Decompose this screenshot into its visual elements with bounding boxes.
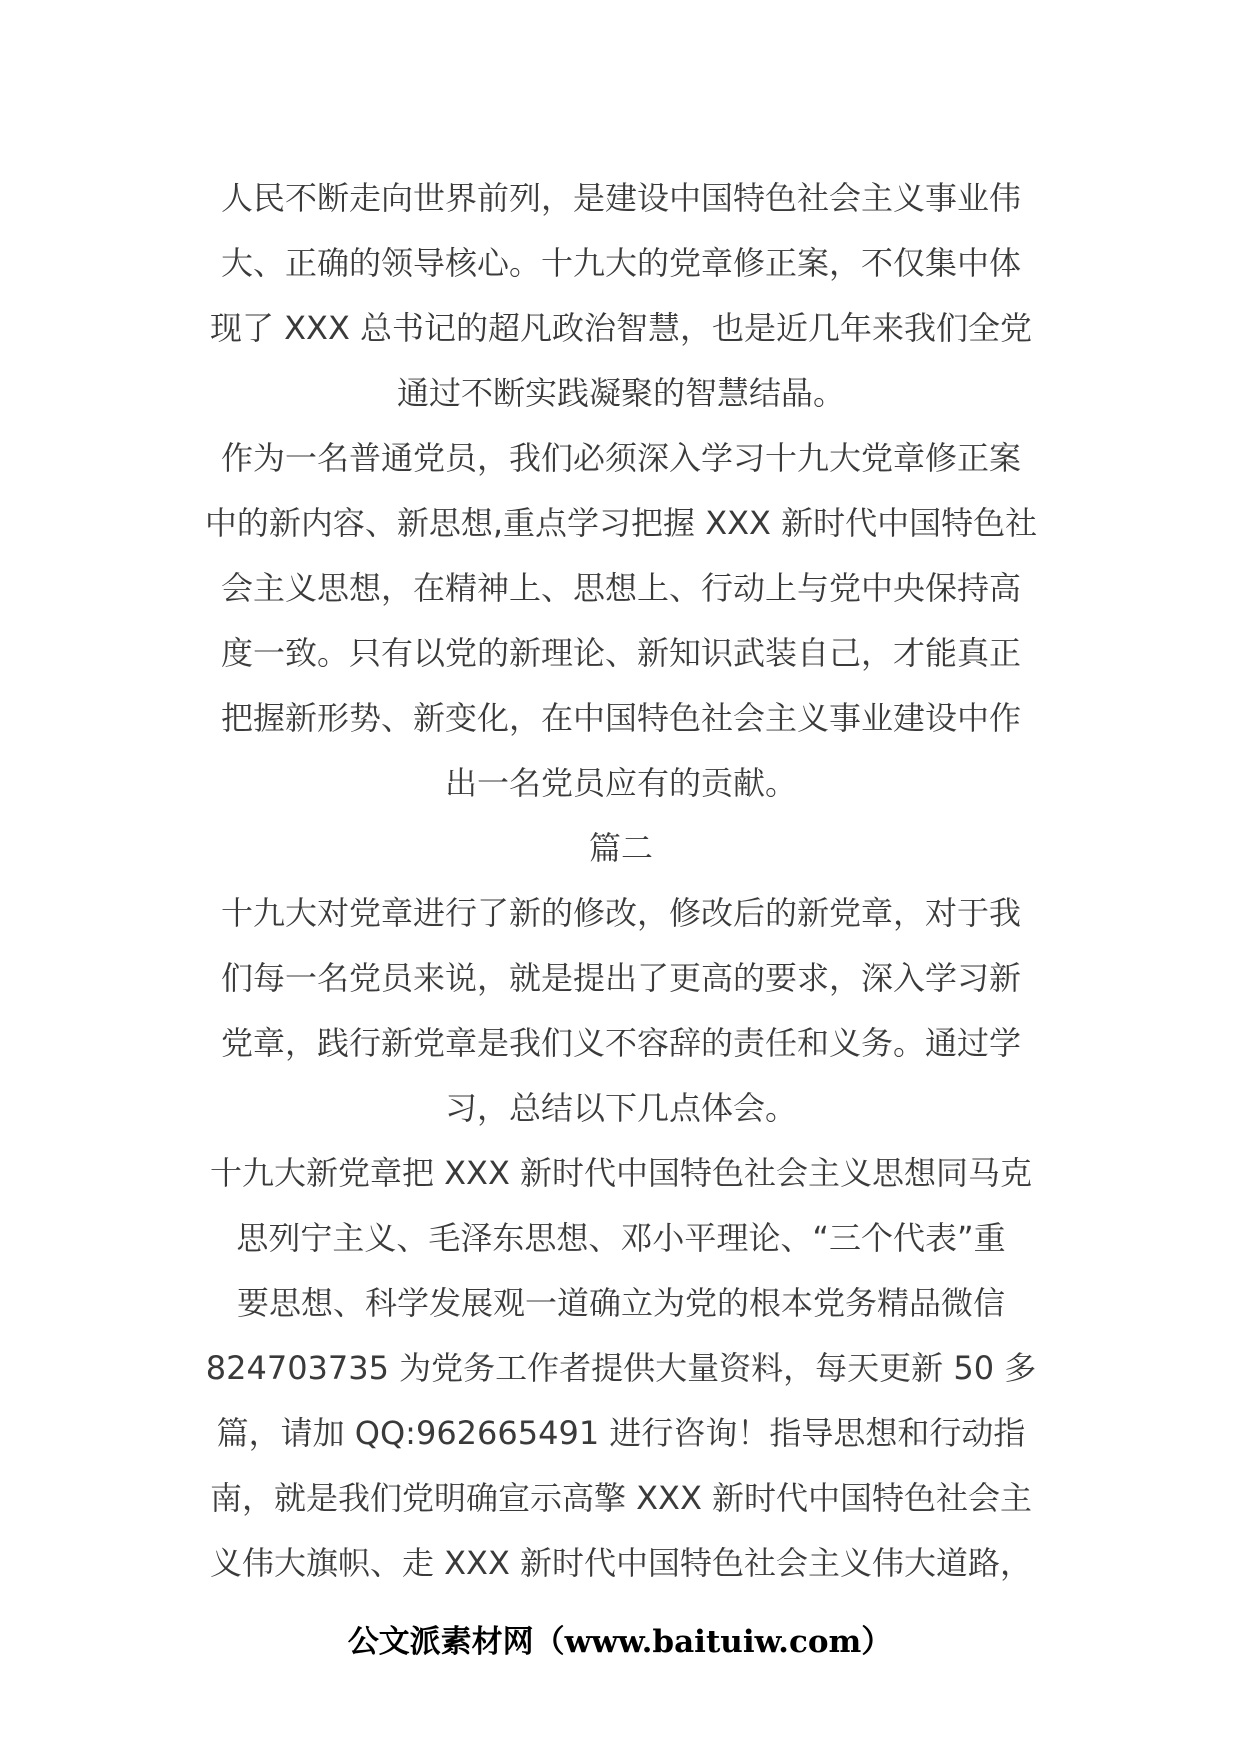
text-line: 义伟大旗帜、走 XXX 新时代中国特色社会主义伟大道路，: [209, 1544, 1033, 1582]
text-line: 思列宁主义、毛泽东思想、邓小平理论、“三个代表”重: [236, 1219, 1006, 1257]
text-line: 作为一名普通党员，我们必须深入学习十九大党章修正案: [220, 439, 1021, 477]
text-line: 通过不断实践凝聚的智慧结晶。: [396, 374, 845, 412]
text-line: 现了 XXX 总书记的超凡政治智慧，也是近几年来我们全党: [209, 309, 1033, 347]
text-line: 篇，请加 QQ:962665491 进行咨询！指导思想和行动指: [216, 1414, 1026, 1452]
section-heading: 篇二: [588, 829, 653, 867]
text-line: 要思想、科学发展观一道确立为党的根本党务精品微信: [236, 1284, 1005, 1322]
text-line: 们每一名党员来说，就是提出了更高的要求，深入学习新: [220, 959, 1021, 997]
text-line: 出一名党员应有的贡献。: [444, 764, 797, 802]
text-line: 人民不断走向世界前列，是建设中国特色社会主义事业伟: [220, 179, 1021, 217]
text-line: 习，总结以下几点体会。: [444, 1089, 797, 1127]
text-line: 大、正确的领导核心。十九大的党章修正案，不仅集中体: [220, 244, 1021, 282]
text-line: 中的新内容、新思想,重点学习把握 XXX 新时代中国特色社: [204, 504, 1038, 542]
page-footer: 公文派素材网（www.baituiw.com）: [347, 1624, 893, 1660]
text-line: 党章，践行新党章是我们义不容辞的责任和义务。通过学: [220, 1024, 1021, 1062]
text-line: 把握新形势、新变化，在中国特色社会主义事业建设中作: [220, 699, 1021, 737]
text-line: 度一致。只有以党的新理论、新知识武装自己，才能真正: [220, 634, 1021, 672]
text-line: 十九大新党章把 XXX 新时代中国特色社会主义思想同马克: [209, 1154, 1033, 1192]
text-line: 十九大对党章进行了新的修改，修改后的新党章，对于我: [220, 894, 1021, 932]
text-line: 会主义思想，在精神上、思想上、行动上与党中央保持高: [220, 569, 1021, 607]
text-line: 南，就是我们党明确宣示高擎 XXX 新时代中国特色社会主: [209, 1479, 1033, 1517]
text-line: 824703735 为党务工作者提供大量资料，每天更新 50 多: [205, 1349, 1037, 1387]
document-body: [190, 166, 1052, 1596]
